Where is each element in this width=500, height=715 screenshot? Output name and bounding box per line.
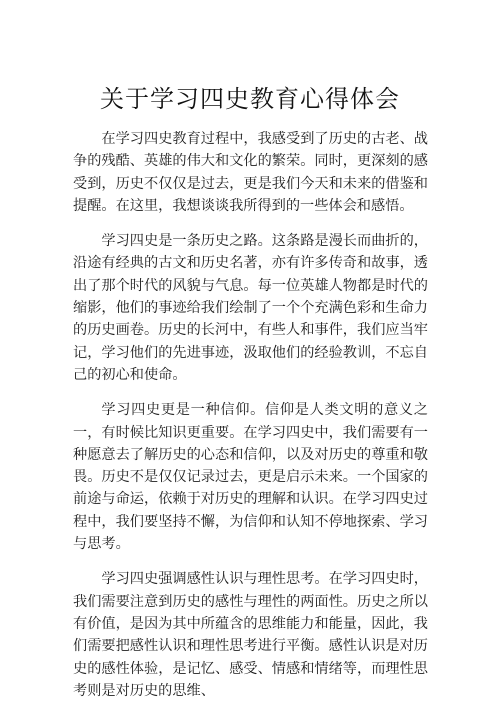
paragraph-2: 学习四史是一条历史之路。这条路是漫长而曲折的，沿途有经典的古文和历史名著，亦有许多传奇和故事，透出了那个时代的风貌与气息。每一位英雄人物都是时代的缩影，他们的事迹给我们绘制了一个个充满色彩和生命力的历史画卷。历史的长河中，有些人和事件，我们应当牢记，学习他们的先进事迹，汲取他们的经验教训，不忘自己的初心和使命。 [73,233,428,383]
document-body [73,128,428,715]
document-title: 关于学习四史教育心得体会 [100,85,400,113]
paragraph-1: 在学习四史教育过程中，我感受到了历史的古老、战争的残酷、英雄的伟大和文化的繁荣。同时，更深刻的感受到，历史不仅仅是过去，更是我们今天和未来的借鉴和提醒。在这里，我想谈谈我所得到的一些体会和感悟。 [73,131,428,214]
paragraph-4: 学习四史强调感性认识与理性思考。在学习四史时，我们需要注意到历史的感性与理性的两面性。历史之所以有价值，是因为其中所蕴含的思维能力和能量，因此，我们需要把感性认识和理性思考进行平衡。感性认识是对历史的感性体验，是记忆、感受、情感和情绪等，而理性思考则是对历史的思维、 [73,571,428,699]
paragraph-3: 学习四史更是一种信仰。信仰是人类文明的意义之一，有时候比知识更重要。在学习四史中，我们需要有一种愿意去了解历史的心态和信仰，以及对历史的尊重和敬畏。历史不是仅仅记录过去，更是启示未来。一个国家的前途与命运，依赖于对历史的理解和认识。在学习四史过程中，我们要坚持不懈，为信仰和认知不停地探索、学习与思考。 [73,402,428,553]
